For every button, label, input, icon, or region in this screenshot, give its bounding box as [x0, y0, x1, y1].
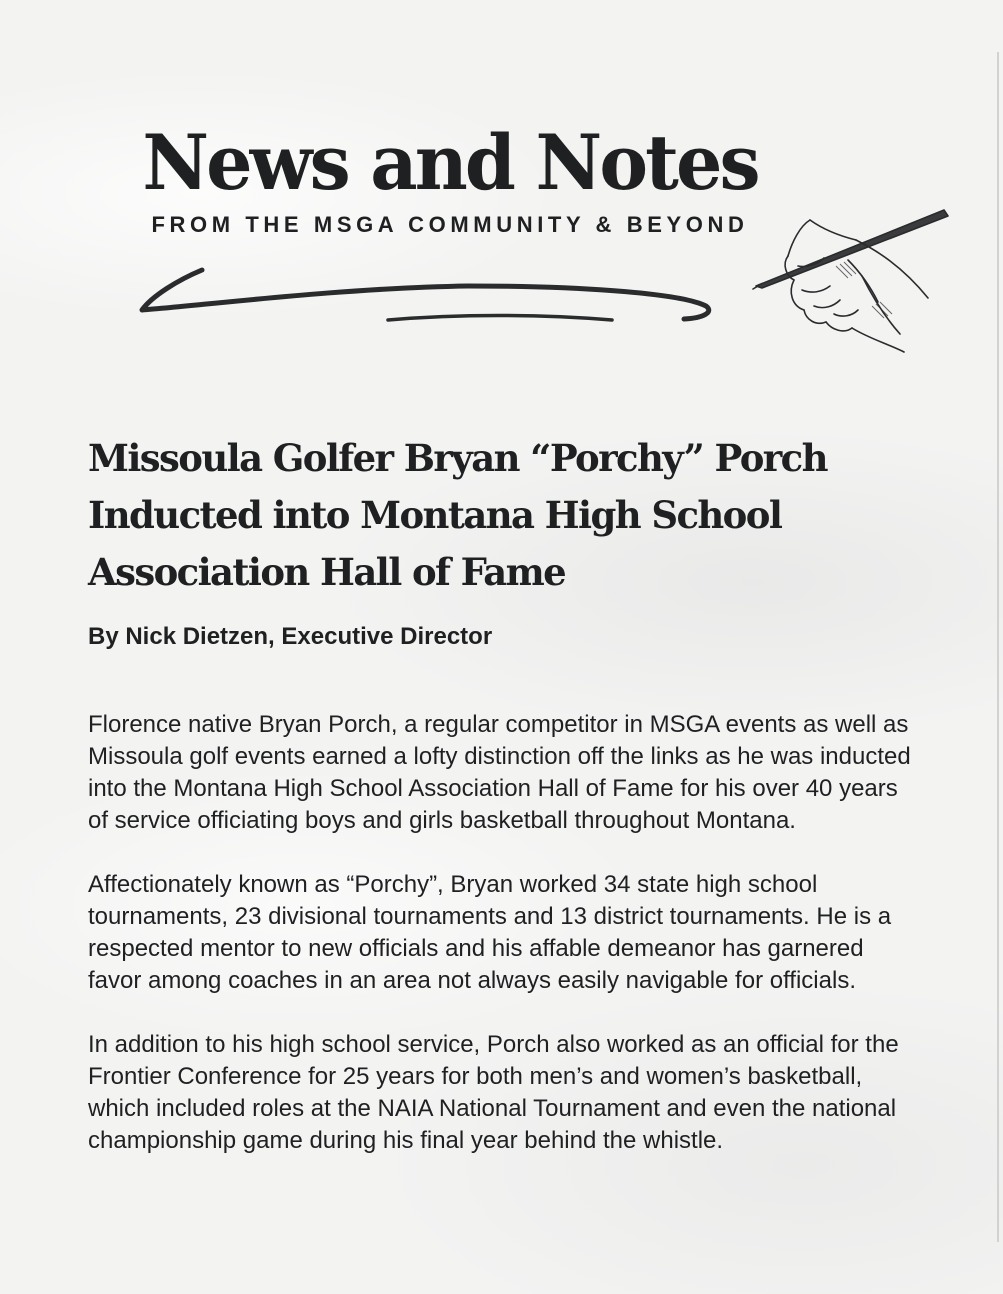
- article-byline: By Nick Dietzen, Executive Director: [88, 623, 493, 650]
- masthead-title: News and Notes: [142, 118, 758, 207]
- article-headline: Missoula Golfer Bryan “Porchy” Porch Inducted into Montana High School Association Hall of Fame: [88, 436, 827, 594]
- article: [88, 430, 938, 1157]
- page-edge-divider: [997, 52, 999, 1242]
- swoosh-underline-icon: [138, 266, 718, 328]
- hand-writing-with-pen-icon: [752, 206, 952, 356]
- masthead-subtitle: FROM THE MSGA COMMUNITY & BEYOND: [151, 212, 749, 237]
- article-paragraph-3: In addition to his high school service, Porch also worked as an official for the Frontier Conference for 25 years for both men’s and women’s basketball, which included roles at the NAIA National Tournament and even the national championship game during his final year behind the whistle.: [88, 1031, 899, 1154]
- article-paragraph-1: Florence native Bryan Porch, a regular competitor in MSGA events as well as Missoula golf events earned a lofty distinction off the links as he was inducted into the Montana High School Association Hall of Fame for his over 40 years of service officiating boys and girls basketball throughout Montana.: [88, 711, 911, 834]
- article-paragraph-2: Affectionately known as “Porchy”, Bryan worked 34 state high school tournaments, 23 divisional tournaments and 13 district tournaments. He is a respected mentor to new officials and his affable demeanor has garnered favor among coaches in an area not always easily navigable for officials.: [88, 871, 892, 994]
